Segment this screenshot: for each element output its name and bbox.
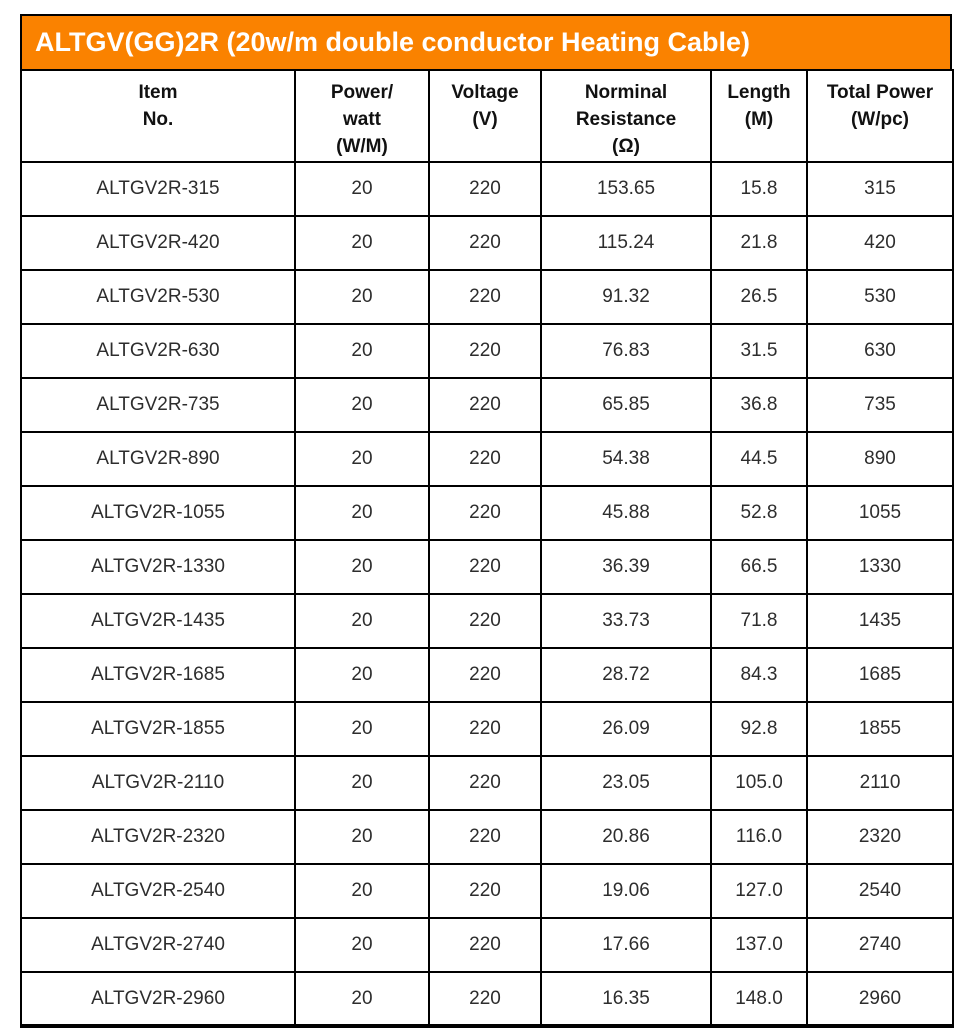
column-header-line: Norminal [584, 82, 668, 103]
cell-length: 66.5 [711, 540, 807, 594]
cell-item-no: ALTGV2R-420 [21, 216, 295, 270]
cell-power-watt: 20 [295, 810, 429, 864]
cell-voltage: 220 [429, 270, 541, 324]
cell-length: 116.0 [711, 810, 807, 864]
column-header-length [711, 70, 807, 162]
cell-power-watt: 20 [295, 486, 429, 540]
column-header-line: Resistance [575, 109, 677, 130]
cell-voltage: 220 [429, 378, 541, 432]
cell-total-power: 1685 [807, 648, 953, 702]
cell-length: 36.8 [711, 378, 807, 432]
cell-total-power: 2110 [807, 756, 953, 810]
cell-total-power: 2320 [807, 810, 953, 864]
column-header-line: Voltage [451, 82, 519, 103]
cell-power-watt: 20 [295, 540, 429, 594]
column-header-line: No. [142, 109, 174, 130]
cell-voltage: 220 [429, 702, 541, 756]
cell-nominal-resistance: 153.65 [541, 162, 711, 216]
cell-voltage: 220 [429, 540, 541, 594]
cell-voltage: 220 [429, 810, 541, 864]
table-row [21, 378, 953, 432]
table-row [21, 270, 953, 324]
cell-item-no: ALTGV2R-1685 [21, 648, 295, 702]
cell-length: 15.8 [711, 162, 807, 216]
table-body [21, 162, 953, 1026]
cell-voltage: 220 [429, 162, 541, 216]
cell-power-watt: 20 [295, 702, 429, 756]
column-header-voltage [429, 70, 541, 162]
cell-total-power: 2540 [807, 864, 953, 918]
cell-power-watt: 20 [295, 864, 429, 918]
cell-length: 137.0 [711, 918, 807, 972]
heating-cable-spec-table [20, 69, 954, 1028]
table-row [21, 324, 953, 378]
cell-nominal-resistance: 76.83 [541, 324, 711, 378]
cell-item-no: ALTGV2R-2320 [21, 810, 295, 864]
table-row [21, 810, 953, 864]
cell-power-watt: 20 [295, 648, 429, 702]
cell-power-watt: 20 [295, 324, 429, 378]
cell-length: 21.8 [711, 216, 807, 270]
cell-nominal-resistance: 54.38 [541, 432, 711, 486]
cell-length: 127.0 [711, 864, 807, 918]
cell-length: 92.8 [711, 702, 807, 756]
cell-nominal-resistance: 28.72 [541, 648, 711, 702]
column-header-line: (W/M) [336, 136, 388, 157]
cell-power-watt: 20 [295, 162, 429, 216]
table-row [21, 648, 953, 702]
column-header-line: (W/pc) [850, 109, 910, 130]
table-row [21, 540, 953, 594]
table-row [21, 972, 953, 1026]
table-row [21, 216, 953, 270]
cell-voltage: 220 [429, 918, 541, 972]
cell-item-no: ALTGV2R-2740 [21, 918, 295, 972]
cell-power-watt: 20 [295, 972, 429, 1026]
cell-nominal-resistance: 26.09 [541, 702, 711, 756]
cell-nominal-resistance: 20.86 [541, 810, 711, 864]
column-header-line: (Ω) [612, 136, 640, 157]
cell-length: 52.8 [711, 486, 807, 540]
column-header-power-watt [295, 70, 429, 162]
cell-total-power: 2740 [807, 918, 953, 972]
cell-total-power: 735 [807, 378, 953, 432]
cell-item-no: ALTGV2R-1055 [21, 486, 295, 540]
cell-total-power: 630 [807, 324, 953, 378]
cell-item-no: ALTGV2R-2110 [21, 756, 295, 810]
cell-nominal-resistance: 19.06 [541, 864, 711, 918]
cell-total-power: 890 [807, 432, 953, 486]
cell-power-watt: 20 [295, 216, 429, 270]
cell-total-power: 530 [807, 270, 953, 324]
column-header-line: Power/ [330, 82, 394, 103]
cell-length: 31.5 [711, 324, 807, 378]
table-row [21, 864, 953, 918]
cell-length: 71.8 [711, 594, 807, 648]
cell-nominal-resistance: 16.35 [541, 972, 711, 1026]
cell-total-power: 1435 [807, 594, 953, 648]
table-title-bar: ALTGV(GG)2R (20w/m double conductor Heating Cable) [20, 14, 952, 71]
column-header-line: (V) [472, 109, 498, 130]
column-header-line: watt [343, 109, 381, 130]
cell-nominal-resistance: 45.88 [541, 486, 711, 540]
cell-power-watt: 20 [295, 270, 429, 324]
cell-item-no: ALTGV2R-1435 [21, 594, 295, 648]
table-row [21, 918, 953, 972]
cell-length: 105.0 [711, 756, 807, 810]
table-row [21, 162, 953, 216]
cell-nominal-resistance: 23.05 [541, 756, 711, 810]
column-header-total-power [807, 70, 953, 162]
column-header-nominal-resistance [541, 70, 711, 162]
table-row [21, 432, 953, 486]
table-header [21, 70, 953, 162]
cell-item-no: ALTGV2R-890 [21, 432, 295, 486]
cell-total-power: 1855 [807, 702, 953, 756]
table-row [21, 702, 953, 756]
cell-power-watt: 20 [295, 918, 429, 972]
spec-sheet [20, 14, 952, 1028]
table-row [21, 486, 953, 540]
cell-voltage: 220 [429, 648, 541, 702]
cell-voltage: 220 [429, 594, 541, 648]
cell-power-watt: 20 [295, 594, 429, 648]
cell-item-no: ALTGV2R-630 [21, 324, 295, 378]
cell-length: 44.5 [711, 432, 807, 486]
table-row [21, 756, 953, 810]
cell-total-power: 1330 [807, 540, 953, 594]
cell-voltage: 220 [429, 756, 541, 810]
cell-nominal-resistance: 36.39 [541, 540, 711, 594]
cell-nominal-resistance: 115.24 [541, 216, 711, 270]
cell-voltage: 220 [429, 324, 541, 378]
cell-item-no: ALTGV2R-1855 [21, 702, 295, 756]
column-header-line: Total Power [826, 82, 934, 103]
cell-power-watt: 20 [295, 432, 429, 486]
cell-length: 148.0 [711, 972, 807, 1026]
header-row [21, 70, 953, 162]
cell-length: 84.3 [711, 648, 807, 702]
cell-voltage: 220 [429, 216, 541, 270]
cell-nominal-resistance: 91.32 [541, 270, 711, 324]
cell-nominal-resistance: 33.73 [541, 594, 711, 648]
cell-item-no: ALTGV2R-2540 [21, 864, 295, 918]
cell-total-power: 1055 [807, 486, 953, 540]
cell-item-no: ALTGV2R-2960 [21, 972, 295, 1026]
cell-voltage: 220 [429, 486, 541, 540]
cell-item-no: ALTGV2R-530 [21, 270, 295, 324]
column-header-line: Item [138, 82, 178, 103]
cell-item-no: ALTGV2R-315 [21, 162, 295, 216]
cell-nominal-resistance: 65.85 [541, 378, 711, 432]
cell-voltage: 220 [429, 972, 541, 1026]
table-row [21, 594, 953, 648]
column-header-line: Length [727, 82, 791, 103]
column-header-line: (M) [744, 109, 774, 130]
cell-power-watt: 20 [295, 378, 429, 432]
cell-item-no: ALTGV2R-1330 [21, 540, 295, 594]
cell-voltage: 220 [429, 864, 541, 918]
cell-length: 26.5 [711, 270, 807, 324]
cell-total-power: 420 [807, 216, 953, 270]
cell-power-watt: 20 [295, 756, 429, 810]
cell-total-power: 2960 [807, 972, 953, 1026]
column-header-item-no [21, 70, 295, 162]
cell-item-no: ALTGV2R-735 [21, 378, 295, 432]
cell-total-power: 315 [807, 162, 953, 216]
cell-voltage: 220 [429, 432, 541, 486]
cell-nominal-resistance: 17.66 [541, 918, 711, 972]
